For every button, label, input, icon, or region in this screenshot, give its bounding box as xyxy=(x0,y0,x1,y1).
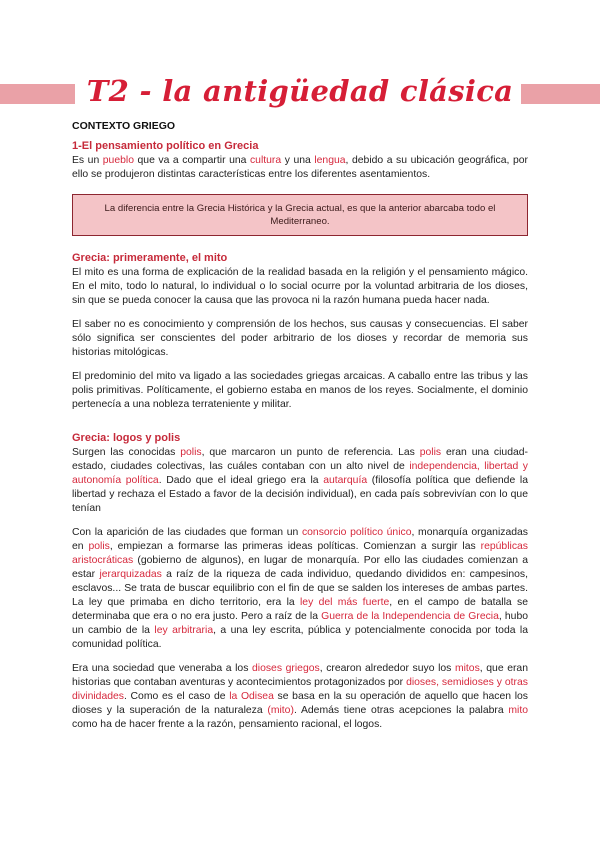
note-callout: La diferencia entre la Grecia Histórica y la Grecia actual, es que la anterior abarcaba todo el Mediterraneo. xyxy=(72,194,528,236)
paragraph-intro: Es un pueblo que va a compartir una cultura y una lengua, debido a su ubicación geográfica, por ello se produjeron distintas características entre los diferentes asentamientos. xyxy=(72,155,528,180)
heading-logos-polis: Grecia: logos y polis xyxy=(72,432,181,444)
paragraph-mito-1: El mito es una forma de explicación de la realidad basada en la religión y el pensamiento mágico. En el mito, todo lo natural, lo individual o lo social ocurre por la voluntad arbitraria de los dioses, sin que se pueda conocer la causa que las provoca ni la razón humana pueda hacer nada. xyxy=(72,267,528,306)
paragraph-polis-2: Con la aparición de las ciudades que forman un consorcio político único, monarquía organizadas en polis, empiezan a formarse las primeras ideas políticas. Comienzan a surgir las repúblicas aristocráticas (gobierno de algunos), en lugar de monarquía. Por ello las ciudades comienzan a estar jerarquizadas a raíz de la riqueza de cada individuo, quedando divididos en: campesinos, esclavos... Se trata de buscar equilibrio con el fin de que se salden los intereses de ambas partes. La ley que primaba en dicho territorio, era la ley del más fuerte, en el campo de batalla se determinaba que era o no era justo. Pero a raíz de la Guerra de la Independencia de Grecia, hubo un cambio de la ley arbitraria, a una ley escrita, pública y potencialmente conocida por toda la comunidad política. xyxy=(72,527,529,650)
heading-pensamiento-politico: 1-El pensamiento político en Grecia xyxy=(72,140,259,152)
heading-mito: Grecia: primeramente, el mito xyxy=(72,252,228,264)
document-body xyxy=(72,120,528,742)
page-title: T2 - la antigüedad clásica xyxy=(0,72,600,110)
paragraph-mito-2: El saber no es conocimiento y comprensión de los hechos, sus causas y consecuencias. El saber sólo significa ser conscientes del poder arbitrario de los dioses y recordar de memoria sus historias mitológicas. xyxy=(72,319,528,358)
paragraph-polis-1: Surgen las conocidas polis, que marcaron un punto de referencia. Las polis eran una ciudad- estado, ciudades colectivas, las cuáles contaban con un alto nivel de independencia, libertad y autonomía política. Dado que el ideal griego era la autarquía (filosofía política que defiende la libertad y rechaza el Estado a favor de la decisión individual), en cada país sobrevivían con lo que tenían xyxy=(72,447,528,514)
section-label: CONTEXTO GRIEGO xyxy=(72,120,176,132)
paragraph-mito-3: El predominio del mito va ligado a las sociedades griegas arcaicas. A caballo entre las tribus y las polis primitivas. Políticamente, el gobierno estaba en manos de los reyes. Socialmente, el dominio pertenecía a una nobleza terrateniente y militar. xyxy=(72,371,528,410)
paragraph-polis-3: Era una sociedad que veneraba a los dioses griegos, crearon alrededor suyo los mitos, que eran historias que contaban aventuras y acontecimientos protagonizados por dioses, semidioses y otras divinidades. Como es el caso de la Odisea se basa en la su operación de aquello que hacen los dioses y la superación de la naturaleza (mito). Además tiene otras acepciones la palabra mito como ha de hacer frente a la razón, pensamiento racional, el logos. xyxy=(72,663,529,730)
